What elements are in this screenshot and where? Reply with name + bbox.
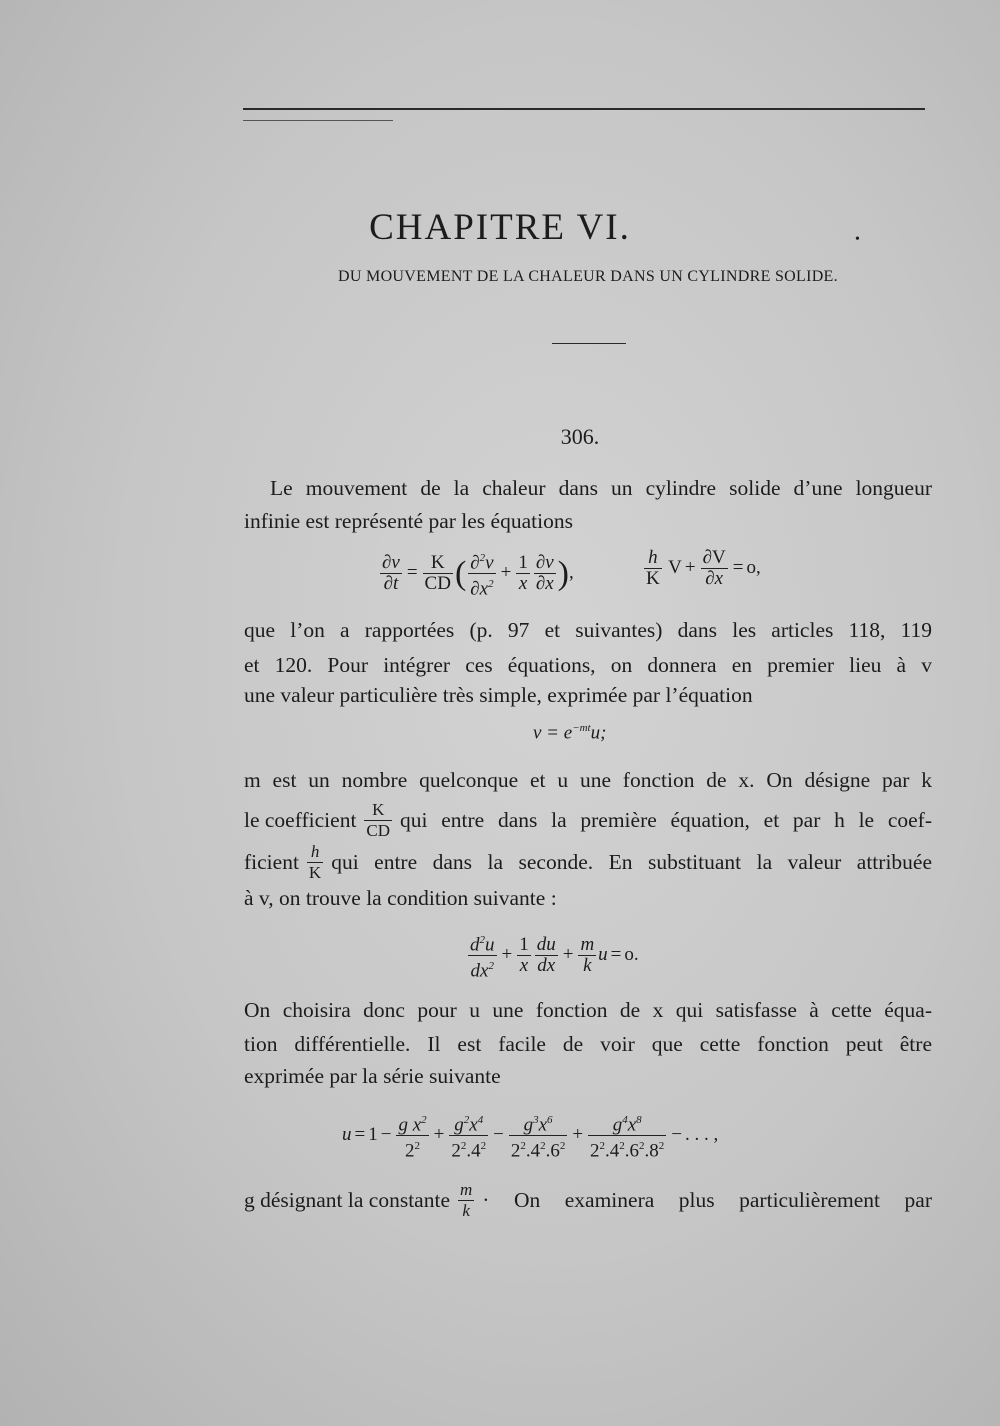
- equation-heat-cylinder: $\frac{\partial v}{\partial t}$ = $\frac{K}{CD}$ ( $\frac{\partial^2v}{\partial x^2}$ + $\frac{1}{x}$ $\frac{\partial v}{\partial x}$ ),: [378, 548, 574, 600]
- header-rule-short: [243, 120, 393, 121]
- equation-bessel: $\frac{d^2u}{dx^2}$ + $\frac{1}{x}$ $\frac{du}{dx}$ + $\frac{m}{k}$ u = o.: [466, 930, 639, 982]
- article-number: 306.: [560, 424, 600, 449]
- equation-boundary: $\frac{h}{K}$ V + $\frac{\partial V}{\partial x}$ = o,: [646, 547, 761, 589]
- text-line: [244, 800, 932, 841]
- text-line: une valeur particulière très simple, exprimée par l’équation: [244, 683, 753, 707]
- text-line: tion différentielle. Il est facile de voir que cette fonction peut être: [244, 1032, 932, 1056]
- fraction-m-over-k: $\frac{m}{k}$: [459, 1180, 473, 1220]
- fraction-k-over-cd: $\frac{K}{CD}$: [366, 800, 391, 840]
- ink-dot: •: [855, 232, 860, 247]
- section-rule: [552, 343, 626, 344]
- text-line: [244, 842, 932, 883]
- equation-v-substitution: $v = e^{-mt}u$;: [533, 722, 607, 744]
- text-fragment: qui entre dans la première équation, et par h le coef-: [400, 808, 932, 832]
- text-line: exprimée par la série suivante: [244, 1064, 501, 1088]
- text-line: à v, on trouve la condition suivante :: [244, 886, 557, 910]
- text-line: m est un nombre quelconque et u une fonction de x. On désigne par k: [244, 768, 932, 792]
- fraction-h-over-k: $\frac{h}{K}$: [308, 842, 322, 882]
- chapter-subtitle: DU MOUVEMENT DE LA CHALEUR DANS UN CYLINDRE SOLIDE.: [338, 268, 838, 285]
- text-fragment: · On examinera plus particulièrement par: [482, 1188, 932, 1212]
- text-line: infinie est représenté par les équations: [244, 509, 573, 533]
- header-rule: [243, 108, 925, 110]
- chapter-title: CHAPITRE VI.: [369, 207, 631, 248]
- text-line: que l’on a rapportées (p. 97 et suivantes) dans les articles 118, 119: [244, 618, 932, 642]
- text-line: [244, 1180, 932, 1221]
- text-fragment: g désignant la constante: [244, 1188, 450, 1212]
- text-line: Le mouvement de la chaleur dans un cylindre solide d’une longueur: [270, 476, 932, 500]
- text-line: et 120. Pour intégrer ces équations, on donnera en premier lieu à v: [244, 653, 932, 677]
- text-fragment: qui entre dans la seconde. En substituant la valeur attribuée: [331, 850, 932, 874]
- equation-series: u = 1 − $\frac{g x^2}{2^2}$ + $\frac{g^2x^4}{2^2.4^2}$ − $\frac{g^3x^6}{2^2.4^2.6^2}$ + $\frac{g^4x^8}{2^2.4^2.6^2.8^2}$ − . . . ,: [342, 1110, 718, 1162]
- text-fragment: le coefficient: [244, 808, 357, 832]
- text-line: On choisira donc pour u une fonction de x qui satisfasse à cette équa-: [244, 998, 932, 1022]
- text-fragment: ficient: [244, 850, 299, 874]
